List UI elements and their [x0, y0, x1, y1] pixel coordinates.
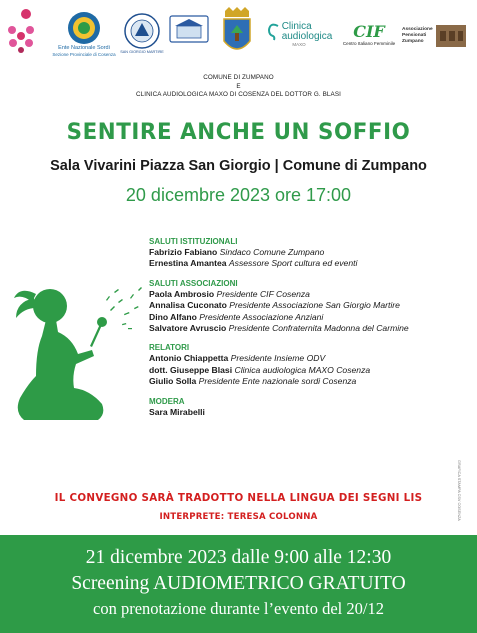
speaker-row [149, 289, 469, 300]
san-giorgio-martire-logo [122, 8, 162, 58]
clinica-tagline: MAXO [292, 41, 306, 47]
program-section [149, 278, 469, 335]
organizer-clinica: CLINICA AUDIOLOGICA MAXO DI COSENZA DEL DOTTOR G. BLASI [136, 91, 341, 98]
ens-section: Sezione Provinciale di Cosenza [52, 52, 116, 57]
speaker-row [149, 300, 469, 311]
comune-zumpano-crest [219, 6, 255, 60]
speaker-name: Ernestina Amantea [149, 258, 227, 269]
speaker-role: Presidente CIF Cosenza [216, 288, 310, 299]
speaker-row [149, 376, 469, 387]
speaker-name: Fabrizio Fabiano [149, 247, 218, 257]
screening-booking-note: con prenotazione durante l’evento del 20/12 [93, 599, 384, 618]
speaker-name: Sara Mirabelli [149, 406, 205, 417]
associazione-pensionati-logo [402, 22, 474, 50]
ear-icon [266, 22, 282, 42]
program-section [149, 342, 469, 387]
building-emblem-logo [168, 14, 210, 44]
lis-notice: IL CONVEGNO SARÀ TRADOTTO NELLA LINGUA DEI SEGNI LIS [54, 492, 423, 504]
section-title: RELATORI [149, 343, 190, 353]
speaker-row [149, 365, 469, 376]
speaker-role: Presidente Confraternita Madonna del Carmine [228, 323, 409, 334]
cif-mark: CIF [353, 21, 385, 41]
cif-logo [341, 14, 397, 54]
screening-footer-band [0, 535, 477, 633]
organizer-conjunction: E [236, 82, 241, 90]
speaker-name: Annalisa Cuconato [149, 300, 227, 311]
section-title: SALUTI ISTITUZIONALI [149, 237, 238, 246]
anziani-line-1: Associazione [402, 27, 433, 32]
speaker-row [149, 258, 469, 269]
speaker-row [149, 353, 469, 364]
girl-blowing-dandelion-illustration [6, 280, 146, 430]
clinica-name: Clinica [281, 20, 312, 32]
speaker-role: Clinica audiologica MAXO Cosenza [234, 364, 371, 375]
speaker-row [149, 323, 469, 334]
organizer-comune: COMUNE DI ZUMPANO [203, 74, 274, 81]
crest-icon [219, 7, 255, 59]
ens-name: Ente Nazionale Sordi [58, 45, 110, 51]
organizers-block [0, 74, 477, 100]
speaker-row [149, 247, 469, 258]
program-list [149, 236, 469, 426]
building-photo-icon [436, 25, 466, 47]
speaker-name: Paola Ambrosio [149, 288, 215, 299]
speaker-role: Presidente Associazione San Giorgio Martire [229, 300, 400, 311]
speaker-role: Sindaco Comune Zumpano [219, 247, 325, 257]
cif-full-name: Centro Italiano Femminile [342, 40, 396, 46]
clinica-subname: audiologica [281, 30, 333, 42]
print-credit-text: GRAFICA STAMPA CSV COSENZA [457, 460, 461, 521]
screening-title: Screening AUDIOMETRICO GRATUITO [71, 573, 406, 594]
speaker-row [149, 312, 469, 323]
san-giorgio-ring-text: SAN GIORGIO MARTIRE [120, 49, 164, 54]
speaker-name: Salvatore Avruscio [149, 323, 227, 334]
clinica-audiologica-logo [262, 14, 336, 54]
speaker-name: Dino Alfano [149, 311, 197, 322]
speaker-name: Giulio Solla [149, 376, 197, 387]
speaker-name: Antonio Chiappetta [149, 353, 229, 364]
speaker-role: Presidente Ente nazionale sordi Cosenza [198, 376, 357, 387]
event-date: 20 dicembre 2023 ore 17:00 [125, 185, 352, 205]
flower-association-logo [4, 6, 38, 56]
program-section [149, 236, 469, 270]
speaker-role: Assessore Sport cultura ed eventi [228, 258, 358, 269]
speaker-role: Presidente Insieme ODV [230, 353, 326, 364]
interpreter-name: INTERPRETE: TERESA COLONNA [159, 512, 318, 522]
screening-date: 21 dicembre 2023 dalle 9:00 alle 12:30 [85, 547, 392, 568]
section-title: SALUTI ASSOCIAZIONI [149, 278, 238, 288]
flower-logo-icon [4, 6, 38, 56]
section-title: MODERA [149, 396, 185, 406]
ens-logo [48, 6, 120, 62]
anziani-line-2: Pensionati [402, 33, 427, 38]
san-giorgio-emblem-icon [123, 12, 161, 50]
event-venue: Sala Vivarini Piazza San Giorgio | Comune di Zumpano [50, 158, 427, 174]
ens-emblem-icon [67, 11, 101, 45]
speaker-name: dott. Giuseppe Blasi [149, 364, 233, 375]
sponsor-logo-bar [0, 0, 477, 66]
anziani-line-3: Zumpano [402, 39, 424, 44]
building-icon [169, 15, 209, 43]
speaker-role: Presidente Associazione Anziani [199, 311, 324, 322]
speaker-row [149, 407, 469, 418]
event-title: SENTIRE ANCHE UN SOFFIO [66, 119, 411, 145]
program-section [149, 396, 469, 418]
